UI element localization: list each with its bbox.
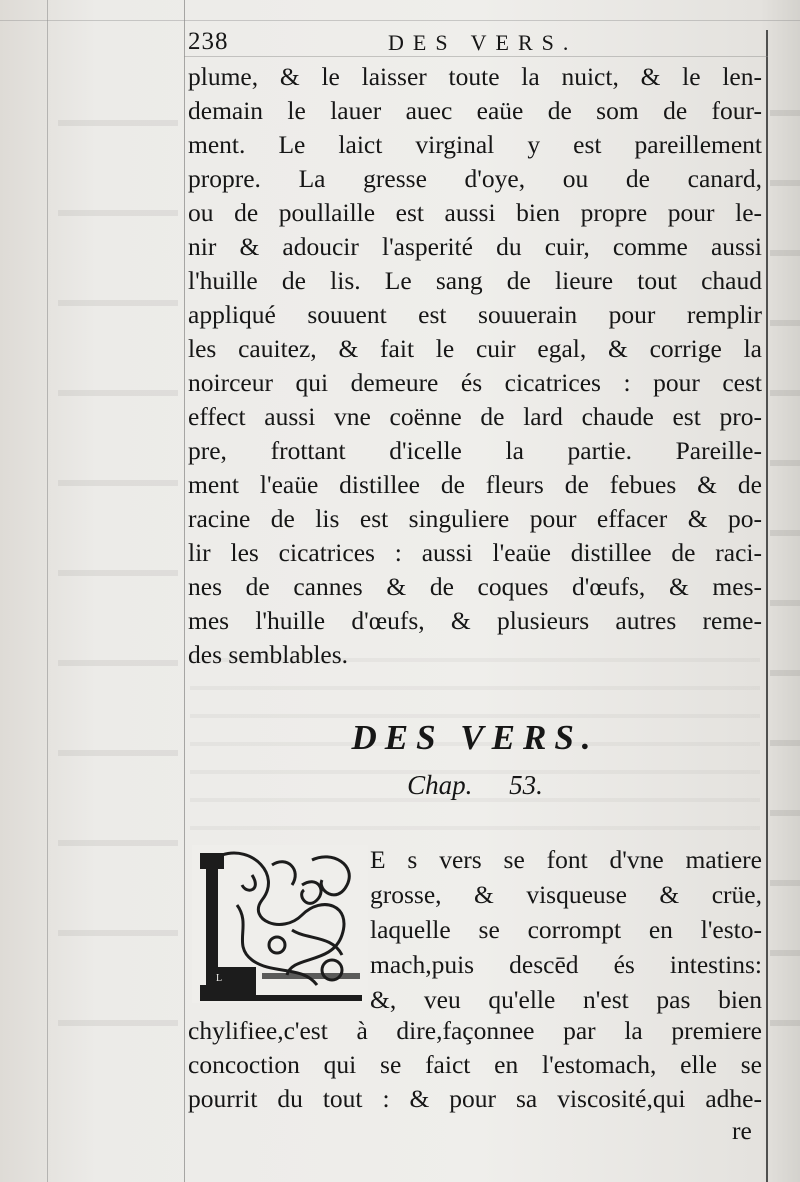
chapter-number: Chap. 53. — [407, 770, 543, 800]
margin-bleed-left — [58, 80, 178, 1080]
text-line: mach,puis descēd és intestins: — [370, 950, 762, 979]
text-line: lir les cicatrices : aussi l'eaüe distillee de raci- — [188, 538, 762, 567]
text-line: les cauitez, & fait le cuir egal, & corrige la — [188, 334, 762, 363]
text-line: laquelle se corrompt en l'esto- — [370, 915, 762, 944]
text-line: mes l'huille d'œufs, & plusieurs autres reme- — [188, 606, 762, 635]
running-head — [188, 28, 758, 58]
text-line: grosse, & visqueuse & crüe, — [370, 880, 762, 909]
catchword: re — [732, 1116, 752, 1145]
text-line: des semblables. — [188, 640, 349, 669]
text-line: effect aussi vne coënne de lard chaude est pro- — [188, 402, 762, 431]
running-title: DES VERS. — [388, 30, 578, 55]
chapter-title: DES VERS. — [351, 718, 599, 757]
text-line: racine de lis est singuliere pour effacer & po- — [188, 504, 762, 533]
text-line: ou de poullaille est aussi bien propre pour le- — [188, 198, 762, 227]
text-line: noirceur qui demeure és cicatrices : pour cest — [188, 368, 762, 397]
text-line: chylifiee,c'est à dire,façonnee par la premiere — [188, 1016, 762, 1045]
margin-bleed-right — [770, 80, 800, 1080]
text-line: E s vers se font d'vne matiere — [370, 845, 762, 874]
page-number: 238 — [188, 28, 229, 55]
text-line: ment l'eaüe distillee de fleurs de febues & de — [188, 470, 762, 499]
text-line: propre. La gresse d'oye, ou de canard, — [188, 164, 762, 193]
text-line: demain le lauer auec eaüe de som de four- — [188, 96, 762, 125]
text-line: &, veu qu'elle n'est pas bien — [370, 985, 762, 1014]
text-line: concoction qui se faict en l'estomach, elle se — [188, 1050, 762, 1079]
initial-letter: L — [216, 973, 223, 984]
frame-rule-top — [0, 20, 800, 21]
frame-rule-margin — [184, 0, 185, 1182]
ornamental-initial — [192, 845, 368, 1003]
ornamental-initial-icon — [192, 845, 368, 1003]
text-line: l'huille de lis. Le sang de lieure tout chaud — [188, 266, 762, 295]
frame-rule-right — [766, 30, 768, 1182]
frame-rule-left — [47, 0, 48, 1182]
text-line: pre, frottant d'icelle la partie. Pareille- — [188, 436, 762, 465]
text-line: ment. Le laict virginal y est pareillement — [188, 130, 762, 159]
text-line: nir & adoucir l'asperité du cuir, comme aussi — [188, 232, 762, 261]
text-line: pourrit du tout : & pour sa viscosité,qui adhe- — [188, 1084, 762, 1113]
text-line: appliqué souuent est souuerain pour remplir — [188, 300, 762, 329]
text-line: nes de cannes & de coques d'œufs, & mes- — [188, 572, 762, 601]
text-line: plume, & le laisser toute la nuict, & le len- — [188, 62, 762, 91]
